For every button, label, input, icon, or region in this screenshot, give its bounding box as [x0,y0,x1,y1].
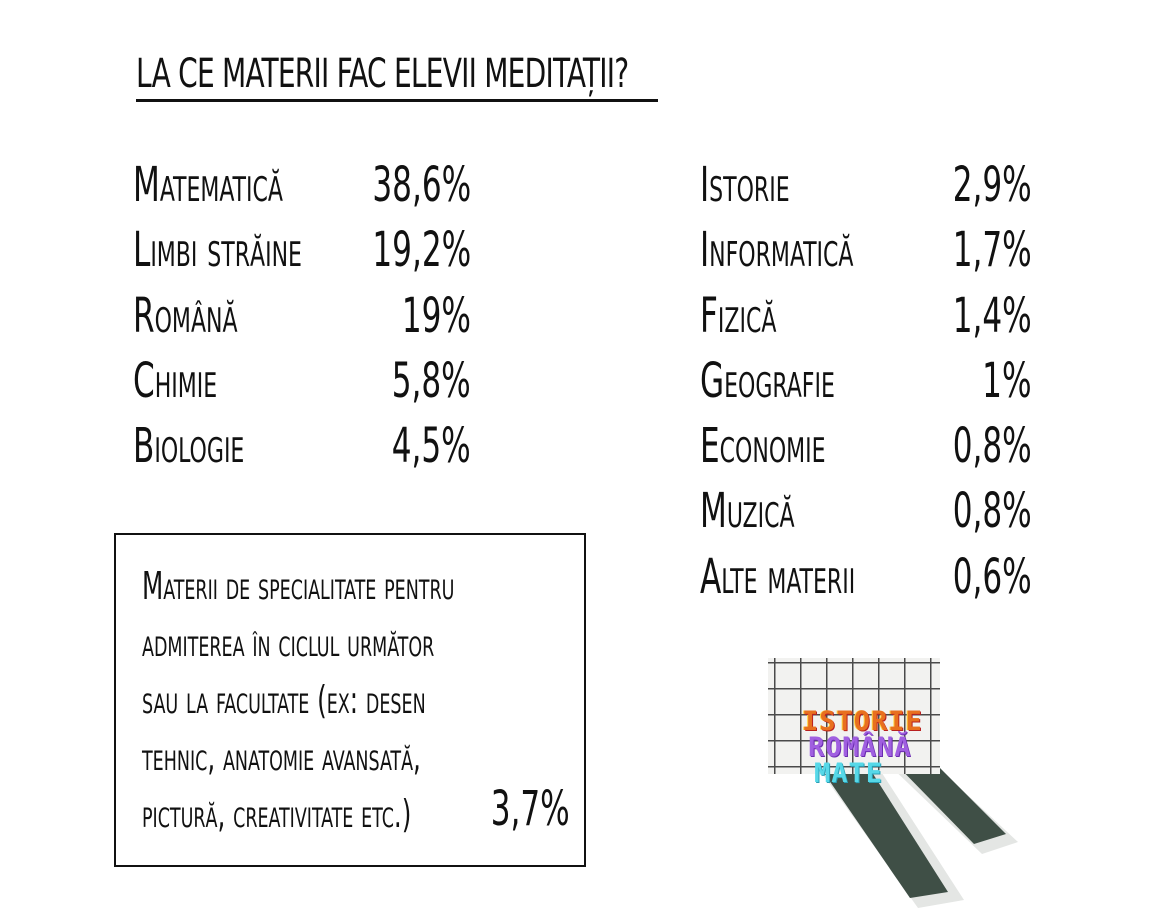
subject-label: Geografie [700,352,835,409]
note-line: Materii de specialitate pentru [142,564,455,608]
subject-label: Limbi străine [133,222,302,279]
subject-percent: 19% [401,287,471,344]
subject-percent: 1,7% [953,222,1032,279]
note-line: sau la facultate (ex: desen [142,678,426,722]
subject-label: Alte materii [700,548,856,605]
logo-line-2: ROMÂNĂ [808,732,912,763]
logo-line-3: MATE [814,758,884,789]
subject-percent: 0,8% [953,418,1032,475]
note-percent: 3,7% [491,781,570,837]
title-underline [136,99,658,102]
logo-line-1: ISTORIE [802,706,923,737]
subject-label: Economie [700,418,826,475]
subject-label: Chimie [133,352,218,409]
subject-percent: 19,2% [372,222,471,279]
subject-label: Muzică [700,483,795,540]
page-title: LA CE MATERII FAC ELEVII MEDITAȚII? [136,51,629,97]
subject-percent: 0,8% [953,483,1032,540]
note-line: pictură, creativitate etc.) [142,792,412,836]
subject-label: Informatică [700,222,854,279]
subject-percent: 0,6% [953,548,1032,605]
brand-logo [768,658,1028,908]
subject-label: Română [133,287,238,344]
subject-label: Istorie [700,157,790,213]
subject-percent: 38,6% [372,157,471,213]
subject-label: Biologie [133,418,245,475]
specialty-subjects-box [114,533,586,867]
note-line: admiterea în ciclul următor [142,621,435,665]
subject-percent: 2,9% [953,157,1032,213]
subject-percent: 1% [982,352,1032,409]
subject-percent: 4,5% [392,418,471,475]
subject-percent: 1,4% [953,287,1032,344]
note-line: tehnic, anatomie avansată, [142,735,421,779]
subject-percent: 5,8% [392,352,471,409]
subject-label: Fizică [700,287,777,344]
subject-label: Matematică [133,157,283,213]
